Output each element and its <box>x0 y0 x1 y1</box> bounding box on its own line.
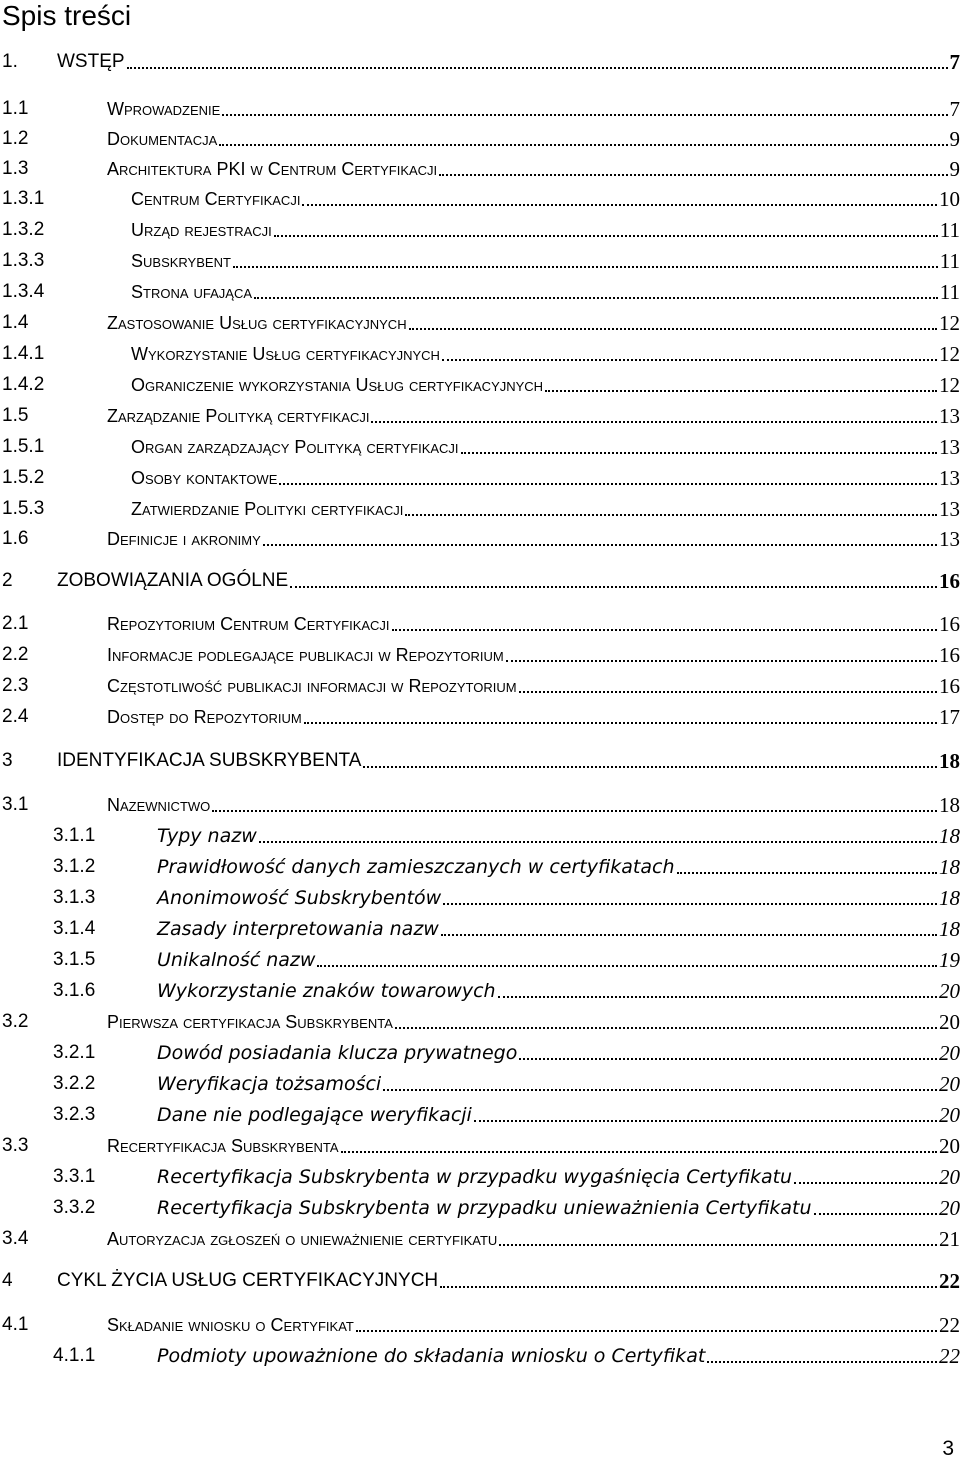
toc-entry[interactable] <box>0 247 960 275</box>
toc-entry-title[interactable]: Typy nazw <box>157 825 257 847</box>
toc-dot-leader <box>279 483 937 485</box>
toc-entry-number: 2.1 <box>2 613 29 634</box>
toc-entry-page-number: 16 <box>939 612 960 636</box>
toc-entry[interactable] <box>0 155 960 183</box>
toc-entry[interactable] <box>0 433 960 461</box>
toc-dot-leader <box>212 810 937 812</box>
toc-entry-page-number: 20 <box>939 1196 960 1220</box>
toc-entry-number: 1.3.4 <box>2 281 45 302</box>
toc-entry[interactable] <box>0 464 960 492</box>
toc-entry-page-number: 7 <box>949 50 960 74</box>
toc-dot-leader <box>677 872 938 874</box>
toc-entry[interactable] <box>0 1267 960 1295</box>
toc-entry-number: 1.4 <box>2 312 29 333</box>
toc-entry[interactable] <box>0 567 960 595</box>
toc-entry-page-number: 20 <box>939 979 960 1003</box>
toc-entry[interactable] <box>0 822 960 850</box>
toc-entry-title[interactable]: Wprowadzenie <box>107 99 221 119</box>
toc-entry[interactable] <box>0 95 960 123</box>
toc-entry[interactable] <box>0 340 960 368</box>
toc-dot-leader <box>371 421 937 423</box>
toc-dot-leader <box>219 144 947 146</box>
toc-entry-page-number: 13 <box>939 404 960 428</box>
toc-entry-number: 3.1.6 <box>53 980 96 1001</box>
toc-entry-title[interactable]: Osoby kontaktowe <box>131 468 278 488</box>
toc-dot-leader <box>274 235 938 237</box>
toc-entry-number: 3.1.5 <box>53 949 96 970</box>
toc-entry-number: 3.4 <box>2 1228 29 1249</box>
toc-entry[interactable] <box>0 216 960 244</box>
toc-entry-number: 3.1.2 <box>53 856 96 877</box>
toc-entry-number: 1.4.2 <box>2 374 45 395</box>
toc-dot-leader <box>290 586 937 588</box>
toc-dot-leader <box>383 1089 937 1091</box>
toc-entry-title[interactable]: Weryfikacja tożsamości <box>157 1073 382 1095</box>
toc-dot-leader <box>302 204 937 206</box>
toc-entry-title[interactable]: Unikalność nazw <box>157 949 316 971</box>
page-title: Spis treści <box>2 0 132 31</box>
toc-entry-page-number: 12 <box>939 311 960 335</box>
toc-entry-title[interactable]: Anonimowość Subskrybentów <box>157 887 442 909</box>
toc-entry[interactable] <box>0 977 960 1005</box>
toc-dot-leader <box>814 1213 937 1215</box>
toc-dot-leader <box>519 691 937 693</box>
toc-dot-leader <box>707 1361 937 1363</box>
toc-entry-title[interactable]: Zasady interpretowania nazw <box>157 918 439 940</box>
toc-entry-page-number: 18 <box>939 749 960 773</box>
toc-entry-number: 1.5.3 <box>2 498 45 519</box>
toc-entry-title[interactable]: Zastosowanie Usług certyfikacyjnych <box>107 313 407 333</box>
toc-dot-leader <box>794 1182 937 1184</box>
toc-entry-page-number: 20 <box>939 1010 960 1034</box>
toc-entry[interactable] <box>0 703 960 731</box>
toc-entry[interactable] <box>0 1132 960 1160</box>
toc-entry-title[interactable]: Dostęp do Repozytorium <box>107 707 302 727</box>
toc-entry-title[interactable]: Wykorzystanie znaków towarowych <box>157 980 496 1002</box>
toc-dot-leader <box>499 1244 937 1246</box>
toc-entry[interactable] <box>0 1163 960 1191</box>
toc-entry[interactable] <box>0 853 960 881</box>
toc-entry-title[interactable]: Ograniczenie wykorzystania Usług certyfikacyjnych <box>131 375 544 395</box>
toc-entry-page-number: 12 <box>939 373 960 397</box>
toc-entry[interactable] <box>0 495 960 523</box>
toc-entry-page-number: 18 <box>939 793 960 817</box>
toc-entry-page-number: 13 <box>939 466 960 490</box>
toc-entry-number: 4 <box>2 1270 13 1291</box>
toc-entry-number: 2.4 <box>2 706 29 727</box>
toc-entry[interactable] <box>0 525 960 553</box>
toc-entry-title[interactable]: Strona ufająca <box>131 282 253 302</box>
toc-entry-number: 3.2 <box>2 1011 29 1032</box>
toc-entry-number: 1.1 <box>2 98 29 119</box>
toc-entry[interactable] <box>0 1008 960 1036</box>
toc-entry[interactable] <box>0 1039 960 1067</box>
toc-entry-title[interactable]: Dowód posiadania klucza prywatnego <box>157 1042 518 1064</box>
toc-dot-leader <box>341 1151 937 1153</box>
toc-entry-page-number: 7 <box>949 97 960 121</box>
toc-entry[interactable] <box>0 1311 960 1339</box>
toc-entry-title[interactable]: Informacje podlegające publikacji w Repozytorium <box>107 645 504 665</box>
toc-entry-page-number: 21 <box>939 1227 960 1251</box>
toc-dot-leader <box>395 1027 937 1029</box>
toc-entry-title[interactable]: Urząd rejestracji <box>131 220 272 240</box>
toc-entry-title[interactable]: IDENTYFIKACJA SUBSKRYBENTA <box>57 750 362 771</box>
toc-entry[interactable] <box>0 747 960 775</box>
toc-entry-title[interactable]: Podmioty upoważnione do składania wniosku o Certyfikat <box>157 1345 706 1367</box>
toc-entry-page-number: 13 <box>939 527 960 551</box>
toc-entry-title[interactable]: Subskrybent <box>131 251 231 271</box>
toc-entry-page-number: 10 <box>939 187 960 211</box>
toc-entry[interactable] <box>0 1342 960 1370</box>
toc-dot-leader <box>304 722 937 724</box>
toc-entry-title[interactable]: Recertyfikacja Subskrybenta w przypadku wygaśnięcia Certyfikatu <box>157 1166 793 1188</box>
toc-entry-page-number: 9 <box>949 127 960 151</box>
toc-dot-leader <box>233 266 938 268</box>
toc-dot-leader <box>263 544 937 546</box>
toc-entry[interactable] <box>0 1101 960 1129</box>
toc-entry-title[interactable]: Wykorzystanie Usług certyfikacyjnych <box>131 344 440 364</box>
toc-entry-page-number: 20 <box>939 1072 960 1096</box>
toc-entry[interactable] <box>0 402 960 430</box>
toc-entry-title[interactable]: Dane nie podlegające weryfikacji <box>157 1104 472 1126</box>
toc-entry-page-number: 18 <box>939 886 960 910</box>
toc-entry[interactable] <box>0 1070 960 1098</box>
toc-dot-leader <box>254 297 938 299</box>
toc-entry-number: 2.2 <box>2 644 29 665</box>
toc-entry[interactable] <box>0 610 960 638</box>
toc-entry-page-number: 17 <box>939 705 960 729</box>
toc-entry-page-number: 19 <box>939 948 960 972</box>
toc-entry-page-number: 18 <box>939 824 960 848</box>
toc-entry-number: 4.1.1 <box>53 1345 96 1366</box>
toc-entry-number: 3.1.4 <box>53 918 96 939</box>
toc-dot-leader <box>506 660 937 662</box>
toc-entry-number: 2.3 <box>2 675 29 696</box>
toc-entry-title[interactable]: ZOBOWIĄZANIA OGÓLNE <box>57 570 289 591</box>
toc-entry-title[interactable]: Nazewnictwo <box>107 795 211 815</box>
toc-entry[interactable] <box>0 1225 960 1253</box>
toc-entry-number: 1.2 <box>2 128 29 149</box>
toc-entry-page-number: 13 <box>939 435 960 459</box>
toc-dot-leader <box>545 390 937 392</box>
toc-dot-leader <box>439 174 947 176</box>
toc-dot-leader <box>474 1120 937 1122</box>
toc-entry-page-number: 22 <box>939 1313 960 1337</box>
toc-entry-page-number: 16 <box>939 674 960 698</box>
toc-entry-title[interactable]: CYKL ŻYCIA USŁUG CERTYFIKACYJNYCH <box>57 1270 439 1291</box>
toc-dot-leader <box>409 328 937 330</box>
toc-entry[interactable] <box>0 791 960 819</box>
toc-dot-leader <box>519 1058 937 1060</box>
toc-entry-number: 1. <box>2 51 18 72</box>
toc-entry-title[interactable]: Prawidłowość danych zamieszczanych w certyfikatach <box>157 856 675 878</box>
toc-dot-leader <box>405 514 937 516</box>
toc-entry-page-number: 13 <box>939 497 960 521</box>
toc-entry[interactable] <box>0 185 960 213</box>
toc-entry[interactable] <box>0 48 960 76</box>
toc-entry[interactable] <box>0 1194 960 1222</box>
toc-entry-title[interactable]: Pierwsza certyfikacja Subskrybenta <box>107 1012 393 1032</box>
toc-entry-title[interactable]: Centrum Certyfikacji <box>131 189 301 209</box>
toc-entry-number: 3 <box>2 750 13 771</box>
toc-entry[interactable] <box>0 371 960 399</box>
toc-entry-page-number: 20 <box>939 1041 960 1065</box>
toc-entry-page-number: 22 <box>939 1269 960 1293</box>
toc-entry-page-number: 20 <box>939 1103 960 1127</box>
toc-dot-leader <box>442 359 937 361</box>
toc-dot-leader <box>222 114 947 116</box>
toc-entry-number: 3.3 <box>2 1135 29 1156</box>
toc-entry[interactable] <box>0 278 960 306</box>
toc-entry-title[interactable]: Repozytorium Centrum Certyfikacji <box>107 614 390 634</box>
toc-dot-leader <box>317 965 937 967</box>
toc-entry-title[interactable]: Składanie wniosku o Certyfikat <box>107 1315 354 1335</box>
toc-dot-leader <box>127 67 948 69</box>
toc-entry-number: 2 <box>2 570 13 591</box>
toc-entry-number: 1.5.2 <box>2 467 45 488</box>
toc-entry-title[interactable]: Architektura PKI w Centrum Certyfikacji <box>107 159 438 179</box>
toc-entry-number: 1.3.2 <box>2 219 45 240</box>
toc-entry-page-number: 18 <box>939 855 960 879</box>
toc-entry-page-number: 11 <box>939 249 960 273</box>
toc-entry-title[interactable]: WSTĘP <box>57 51 125 72</box>
toc-dot-leader <box>440 1286 937 1288</box>
toc-entry-page-number: 20 <box>939 1165 960 1189</box>
toc-entry-number: 1.5.1 <box>2 436 45 457</box>
toc-entry-page-number: 16 <box>939 569 960 593</box>
toc-entry-page-number: 22 <box>939 1344 960 1368</box>
toc-entry[interactable] <box>0 641 960 669</box>
toc-entry-number: 1.3.1 <box>2 188 45 209</box>
toc-entry-number: 3.2.2 <box>53 1073 96 1094</box>
toc-entry-page-number: 12 <box>939 342 960 366</box>
toc-entry[interactable] <box>0 672 960 700</box>
toc-entry-title[interactable]: Definicje i akronimy <box>107 529 261 549</box>
toc-entry-number: 1.3.3 <box>2 250 45 271</box>
toc-entry[interactable] <box>0 946 960 974</box>
toc-entry-number: 3.3.1 <box>53 1166 96 1187</box>
toc-entry-number: 3.1.1 <box>53 825 96 846</box>
toc-entry-page-number: 11 <box>939 280 960 304</box>
toc-entry-number: 4.1 <box>2 1314 29 1335</box>
toc-dot-leader <box>363 766 937 768</box>
toc-dot-leader <box>498 996 937 998</box>
toc-entry[interactable] <box>0 309 960 337</box>
toc-entry[interactable] <box>0 884 960 912</box>
toc-dot-leader <box>392 629 937 631</box>
toc-entry-number: 3.2.3 <box>53 1104 96 1125</box>
footer-page-number: 3 <box>942 1437 954 1460</box>
toc-dot-leader <box>461 452 937 454</box>
toc-entry-number: 3.1 <box>2 794 29 815</box>
toc-dot-leader <box>356 1330 937 1332</box>
toc-entry-page-number: 16 <box>939 643 960 667</box>
toc-entry-number: 3.2.1 <box>53 1042 96 1063</box>
toc-entry-title[interactable]: Recertyfikacja Subskrybenta w przypadku unieważnienia Certyfikatu <box>157 1197 812 1219</box>
toc-entry-number: 3.1.3 <box>53 887 96 908</box>
toc-entry-number: 1.3 <box>2 158 29 179</box>
toc-entry-title[interactable]: Autoryzacja zgłoszeń o unieważnienie certyfikatu <box>107 1229 498 1249</box>
toc-entry-number: 1.5 <box>2 405 29 426</box>
toc-entry-page-number: 18 <box>939 917 960 941</box>
toc-entry-page-number: 11 <box>939 218 960 242</box>
toc-entry[interactable] <box>0 915 960 943</box>
toc-entry-title[interactable]: Zarządzanie Polityką certyfikacji <box>107 406 370 426</box>
toc-dot-leader <box>441 934 937 936</box>
toc-entry-page-number: 20 <box>939 1134 960 1158</box>
toc-entry-number: 1.4.1 <box>2 343 45 364</box>
toc-entry[interactable] <box>0 125 960 153</box>
toc-entry-title[interactable]: Recertyfikacja Subskrybenta <box>107 1136 339 1156</box>
toc-entry-title[interactable]: Organ zarządzający Polityką certyfikacji <box>131 437 459 457</box>
toc-dot-leader <box>259 841 937 843</box>
toc-entry-page-number: 9 <box>949 157 960 181</box>
toc-dot-leader <box>443 903 937 905</box>
toc-entry-title[interactable]: Dokumentacja <box>107 129 218 149</box>
toc-entry-title[interactable]: Częstotliwość publikacji informacji w Repozytorium <box>107 676 517 696</box>
toc-entry-number: 3.3.2 <box>53 1197 96 1218</box>
toc-entry-number: 1.6 <box>2 528 29 549</box>
toc-entry-title[interactable]: Zatwierdzanie Polityki certyfikacji <box>131 499 404 519</box>
